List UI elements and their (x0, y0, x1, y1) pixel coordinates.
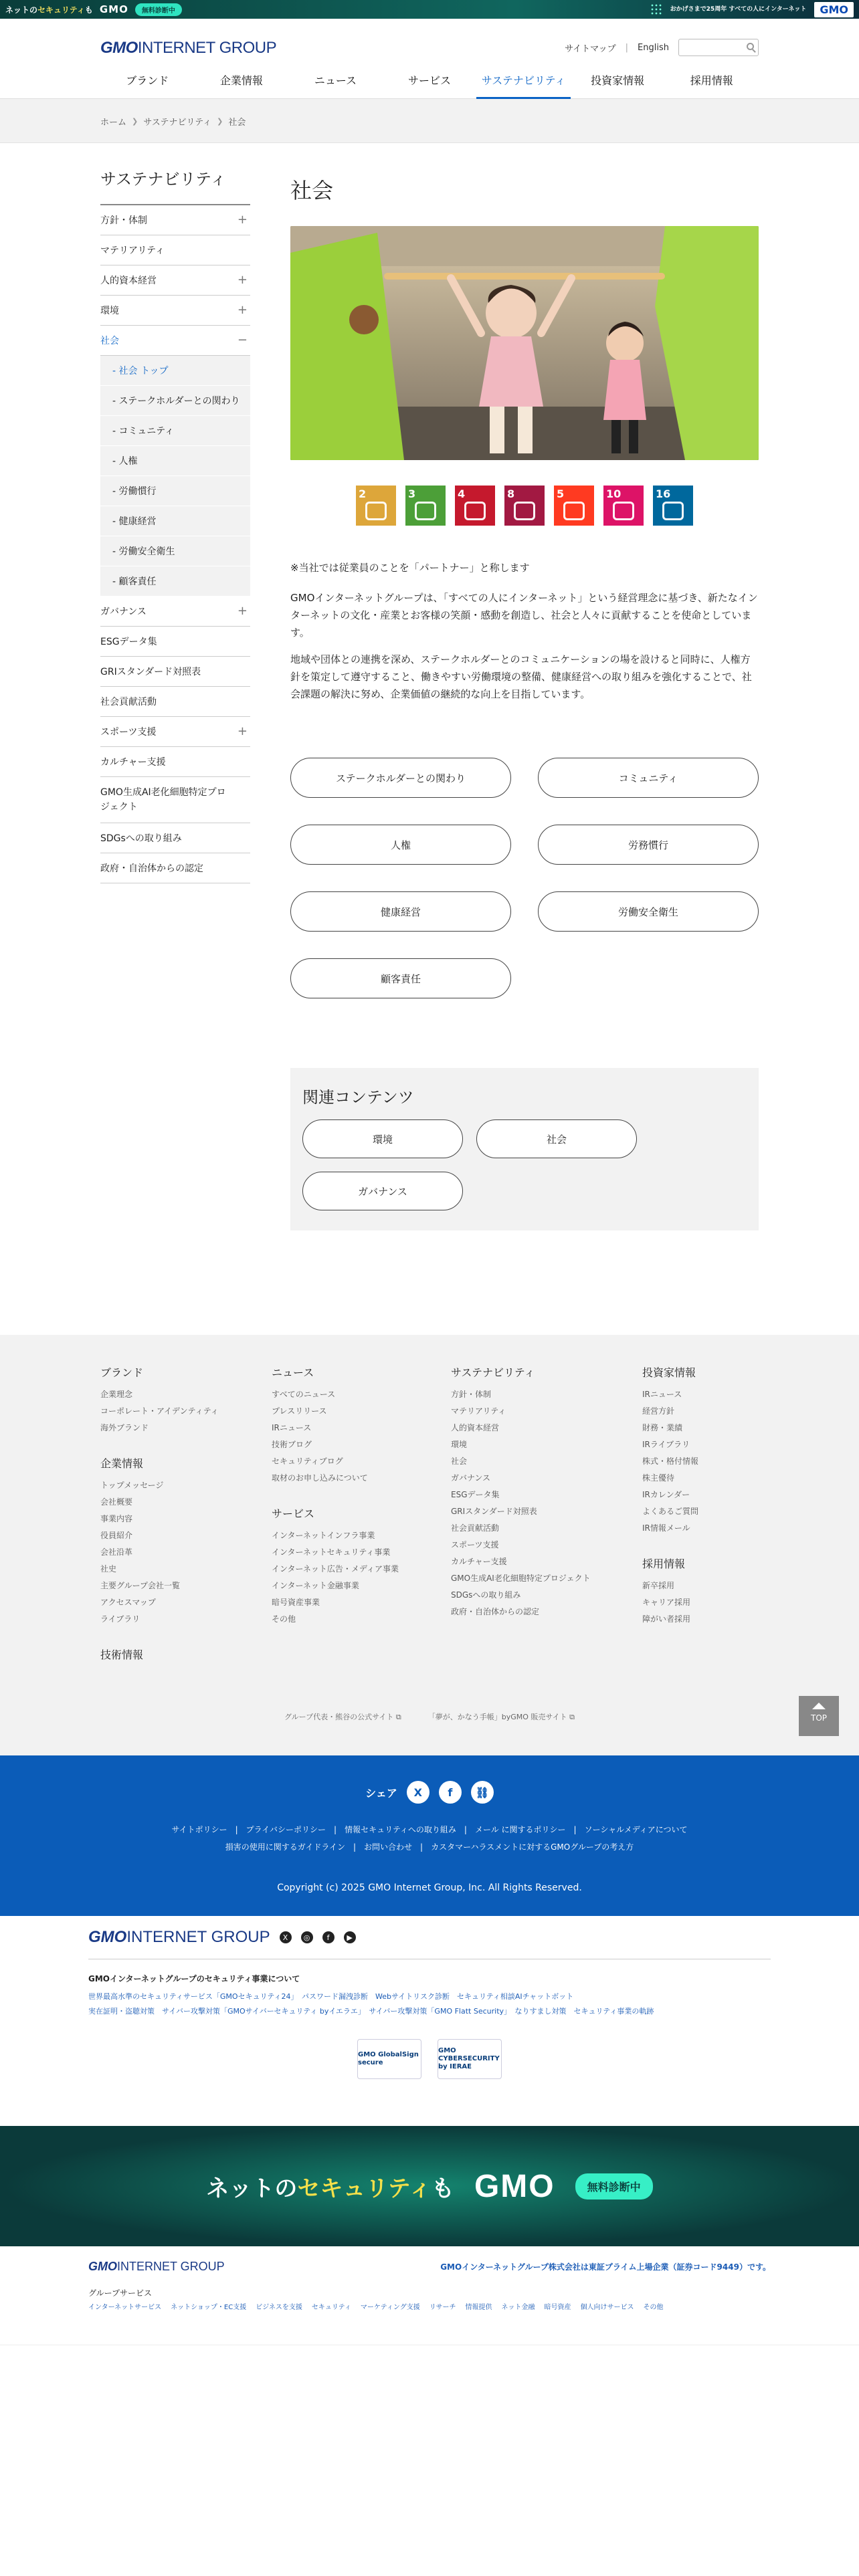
footer-heading[interactable]: 企業情報 (100, 1457, 144, 1470)
footer-link[interactable]: 事業内容 (100, 1514, 133, 1523)
plus-icon[interactable]: + (237, 303, 248, 317)
plus-icon[interactable]: + (237, 273, 248, 287)
topic-buttons (290, 758, 759, 998)
related-title: 関連コンテンツ (302, 1088, 414, 1107)
sidebar-item-human-capital[interactable]: 人的資本経営 + (100, 265, 250, 296)
plus-icon[interactable]: + (237, 724, 248, 738)
sidebar-sub-social-top[interactable]: - 社会 トップ (100, 356, 250, 386)
link-icon[interactable]: ⛓ (471, 1781, 494, 1804)
globalsign-badge[interactable]: GMO GlobalSign secure (357, 2039, 421, 2079)
group-service-link[interactable]: その他 (643, 2304, 664, 2311)
group-service-link[interactable]: インターネットサービス (88, 2304, 162, 2311)
sidebar-sub-stakeholder[interactable]: - ステークホルダーとの関わり (100, 386, 250, 416)
sidebar-item-materiality[interactable]: マテリアリティ (100, 235, 250, 265)
security-section (0, 1916, 859, 2099)
footer-heading[interactable]: 投資家情報 (642, 1366, 696, 1379)
footer-logo[interactable]: GMOINTERNET GROUP (88, 1928, 270, 1946)
global-nav (100, 66, 759, 99)
sidebar-sub-safety[interactable]: - 労働安全衛生 (100, 536, 250, 566)
group-service-link[interactable]: ビジネスを支援 (256, 2304, 302, 2311)
footer-link[interactable]: ESGデータ集 (451, 1490, 500, 1499)
sidebar-item-governance[interactable]: ガバナンス + (100, 597, 250, 627)
group-dots-icon (650, 3, 662, 15)
promo-cta-button[interactable]: 無料診断中 (135, 3, 182, 16)
english-link[interactable]: English (638, 42, 669, 53)
hero-photo (290, 226, 759, 460)
promo-text-highlight: セキュリティ (37, 5, 85, 15)
footer-link[interactable]: トップメッセージ (100, 1481, 164, 1490)
footer-link[interactable]: ガバナンス (451, 1473, 491, 1483)
page-title: 社会 (290, 178, 334, 203)
minus-icon[interactable]: − (237, 333, 248, 347)
sidebar-item-esg[interactable]: ESGデータ集 (100, 627, 250, 657)
footer-link[interactable]: 人的資本経営 (451, 1423, 500, 1432)
security-title: GMOインターネットグループのセキュリティ事業について (88, 1974, 300, 1983)
footer-link[interactable]: 主要グループ会社一覧 (100, 1581, 181, 1590)
youtube-icon[interactable]: ▶ (344, 1931, 356, 1943)
footer-link[interactable]: 社会 (451, 1457, 468, 1466)
security-banner[interactable]: ネットのセキュリティも GMO 無料診断中 (0, 2126, 859, 2246)
techo-site-link[interactable]: 「夢が、かなう手帳」byGMO 販売サイト ⧉ (427, 1713, 575, 1721)
footer-blue (0, 1755, 859, 1916)
footer-link[interactable]: IRカレンダー (642, 1490, 690, 1499)
footer-link[interactable]: インターネットインフラ事業 (272, 1531, 375, 1540)
related-social-button[interactable]: 社会 (476, 1119, 637, 1158)
footer-heading[interactable]: 技術情報 (100, 1648, 144, 1661)
footer-link[interactable]: 社史 (100, 1564, 117, 1574)
group-service-link[interactable]: マーケティング支援 (360, 2304, 420, 2311)
security-links[interactable]: 世界最高水準のセキュリティサービス「GMOセキュリティ24」 パスワード漏洩診断 Webサイトリスク診断 セキュリティ相談AIチャットボット (88, 1992, 574, 2001)
search-icon[interactable] (747, 43, 754, 50)
security-links-2[interactable]: 実在証明・盗聴対策 サイバー攻撃対策「GMOサイバーセキュリティ byイエラエ」 サイバー攻撃対策「GMO Flatt Security」 なりすまし対策 セキュリティ事業の軌跡 (88, 2007, 654, 2016)
instagram-icon[interactable]: ◎ (301, 1931, 313, 1943)
footer-link[interactable]: 株主優待 (642, 1473, 675, 1483)
human-rights-button[interactable]: 人権 (290, 825, 511, 865)
footer-link[interactable]: コーポレート・アイデンティティ (100, 1406, 219, 1416)
sidebar-item-social[interactable]: 社会 − (100, 326, 250, 356)
sidebar-item-environment[interactable]: 環境 + (100, 296, 250, 326)
footer-link[interactable]: IRニュース (272, 1423, 312, 1432)
footer-heading[interactable]: サステナビリティ (451, 1366, 535, 1379)
anniversary-text: おかげさまで25周年 すべての人にインターネット (670, 5, 807, 13)
footer-link[interactable]: 役員紹介 (100, 1531, 133, 1540)
sidebar-sub-customer[interactable]: - 顧客責任 (100, 566, 250, 597)
site-header: GMOINTERNET GROUP サイトマップ | English ブランド 企業情報 ニュース サービス サステナビリティ 投資家情報 採用情報 (0, 19, 859, 99)
listed-notice[interactable]: GMOインターネットグループ株式会社は東証プライム上場企業（証券コード9449）です。 (440, 2262, 771, 2272)
footer-link[interactable]: 経営方針 (642, 1406, 675, 1416)
sidebar-sub-human-rights[interactable]: - 人権 (100, 446, 250, 476)
footer-link[interactable]: 財務・業績 (642, 1423, 683, 1432)
footer-link[interactable]: 会社沿革 (100, 1547, 133, 1557)
sidebar-item-gri[interactable]: GRIスタンダード対照表 (100, 657, 250, 687)
footer-link[interactable]: 環境 (451, 1440, 468, 1449)
sitemap-link[interactable]: サイトマップ (565, 43, 616, 54)
footer-link[interactable]: IRライブラリ (642, 1440, 690, 1449)
sidebar-item-contribution[interactable]: 社会貢献活動 (100, 687, 250, 717)
sidebar (100, 166, 250, 1230)
facebook-icon[interactable]: f (322, 1931, 335, 1943)
footer-col-sustainability (451, 1364, 642, 1669)
footer-link[interactable]: 株式・格付情報 (642, 1457, 699, 1466)
nav-ir[interactable]: 投資家情報 (591, 74, 645, 87)
site-logo[interactable]: GMOINTERNET GROUP (100, 39, 277, 57)
footer-link[interactable]: スポーツ支援 (451, 1540, 499, 1549)
footer-link[interactable]: 取材のお申し込みについて (272, 1473, 368, 1483)
nav-recruit[interactable]: 採用情報 (690, 74, 733, 87)
related-contents (290, 1068, 759, 1230)
footer-link[interactable]: 社会貢献活動 (451, 1523, 500, 1533)
related-governance-button[interactable]: ガバナンス (302, 1172, 463, 1210)
sidebar-item-sdgs[interactable]: SDGsへの取り組み (100, 823, 250, 853)
sidebar-sub-health[interactable]: - 健康経営 (100, 506, 250, 536)
nav-brand[interactable]: ブランド (126, 74, 169, 87)
health-button[interactable]: 健康経営 (290, 891, 511, 932)
banner-cta-button[interactable]: 無料診断中 (575, 2173, 653, 2199)
site-footer (0, 1335, 859, 1755)
arrow-up-icon (812, 1703, 826, 1709)
sidebar-title: サステナビリティ (100, 166, 250, 205)
footer-link[interactable]: 海外ブランド (100, 1423, 149, 1432)
main-content (290, 166, 759, 1230)
promo-bar[interactable] (0, 0, 859, 19)
group-service-link[interactable]: ネットショップ・EC支援 (171, 2304, 247, 2311)
footer-link[interactable]: その他 (272, 1614, 296, 1624)
breadcrumb-home[interactable]: ホーム (100, 117, 127, 128)
sdg-2-icon: 2 (356, 486, 396, 526)
banner-brand: GMO (474, 2168, 555, 2204)
footer-link[interactable]: 暗号資産事業 (272, 1598, 320, 1607)
sidebar-item-sports[interactable]: スポーツ支援 + (100, 717, 250, 747)
sdg-8-icon: 8 (504, 486, 545, 526)
nav-news[interactable]: ニュース (314, 74, 357, 87)
sidebar-sub-community[interactable]: - コミュニティ (100, 416, 250, 446)
footer-link[interactable]: ライブラリ (100, 1614, 140, 1624)
footer-col-ir (642, 1364, 756, 1669)
sidebar-item-culture[interactable]: カルチャー支援 (100, 747, 250, 777)
sdg-3-icon: 3 (405, 486, 446, 526)
sidebar-item-certification[interactable]: 政府・自治体からの認定 (100, 853, 250, 883)
footer-link[interactable]: プレスリリース (272, 1406, 327, 1416)
sidebar-item-ai-project[interactable]: GMO生成AI老化細胞特定プロジェクト (100, 777, 250, 823)
footer-col-brand (100, 1364, 272, 1669)
footer-link[interactable]: 新卒採用 (642, 1581, 675, 1590)
footer-heading[interactable]: 採用情報 (642, 1558, 686, 1570)
stakeholder-button[interactable]: ステークホルダーとの関わり (290, 758, 511, 798)
ierae-badge[interactable]: GMO CYBERSECURITY by IERAE (438, 2039, 502, 2079)
footer-col-news (272, 1364, 451, 1669)
footer-heading[interactable]: サービス (272, 1507, 315, 1520)
group-service-link[interactable]: ネット金融 (501, 2304, 535, 2311)
x-icon[interactable]: X (280, 1931, 292, 1943)
footer-link[interactable]: IR情報メール (642, 1523, 690, 1533)
nav-sustainability[interactable]: サステナビリティ (476, 66, 571, 99)
breadcrumb-current: 社会 (228, 117, 246, 128)
chevron-right-icon: ❯ (132, 116, 138, 126)
breadcrumb (0, 99, 859, 143)
share-label: シェア (365, 1786, 397, 1800)
promo-text-pre: ネットの (5, 5, 38, 15)
footer-link[interactable]: セキュリティブログ (272, 1457, 343, 1466)
founder-site-link[interactable]: グループ代表・熊谷の公式サイト ⧉ (284, 1713, 401, 1721)
breadcrumb-sustainability[interactable]: サステナビリティ (143, 117, 212, 128)
promo-text-post: も (84, 5, 93, 15)
footer-link[interactable]: 政府・自治体からの認定 (451, 1607, 540, 1616)
footer-link[interactable]: 方針・体制 (451, 1390, 492, 1399)
footer-link[interactable]: 障がい者採用 (642, 1614, 691, 1624)
sdg-4-icon: 4 (455, 486, 495, 526)
sdg-10-icon: 10 (603, 486, 644, 526)
footer-link[interactable]: GRIスタンダード対照表 (451, 1507, 537, 1516)
footer-link[interactable]: SDGsへの取り組み (451, 1590, 521, 1600)
footer-link[interactable]: インターネット金融事業 (272, 1581, 359, 1590)
footer-link[interactable]: IRニュース (642, 1390, 682, 1399)
footer-policy-links-2[interactable]: 損害の使用に関するガイドライン | お問い合わせ | カスタマーハラスメントに対するGMOグループの考え方 (225, 1842, 634, 1852)
community-button[interactable]: コミュニティ (538, 758, 759, 798)
footer-link[interactable]: 企業理念 (100, 1390, 133, 1399)
nav-company[interactable]: 企業情報 (219, 74, 263, 87)
sdg-icons (290, 486, 759, 526)
footer-heading[interactable]: ブランド (100, 1366, 144, 1379)
plus-icon[interactable]: + (237, 604, 248, 618)
group-service-link[interactable]: セキュリティ (311, 2304, 351, 2311)
x-icon[interactable]: X (407, 1781, 430, 1804)
related-environment-button[interactable]: 環境 (302, 1119, 463, 1158)
group-service-link[interactable]: 暗号資産 (544, 2304, 571, 2311)
copyright: Copyright (c) 2025 GMO Internet Group, Inc. All Rights Reserved. (277, 1883, 582, 1893)
promo-brand: GMO (99, 3, 128, 15)
facebook-icon[interactable]: f (439, 1781, 462, 1804)
nav-service[interactable]: サービス (408, 74, 452, 87)
search-input[interactable] (678, 39, 759, 56)
footer-policy-links[interactable]: サイトポリシー | プライバシーポリシー | 情報セキュリティへの取り組み | メール に関するポリシー | ソーシャルメディアについて (171, 1825, 688, 1834)
group-bottom (0, 2246, 859, 2345)
group-services-title: グループサービス (88, 2288, 153, 2298)
footer-link[interactable]: よくあるご質問 (642, 1507, 699, 1516)
footer-link[interactable]: キャリア採用 (642, 1598, 691, 1607)
sidebar-sub-labor[interactable]: - 労働慣行 (100, 476, 250, 506)
footer-link[interactable]: マテリアリティ (451, 1406, 506, 1416)
footer-link[interactable]: カルチャー支援 (451, 1557, 507, 1566)
labor-button[interactable]: 労務慣行 (538, 825, 759, 865)
sdg-16-icon: 16 (653, 486, 693, 526)
group-logo[interactable]: GMO (814, 2, 854, 17)
group-service-link[interactable]: 情報提供 (465, 2304, 492, 2311)
group-service-link[interactable]: 個人向けサービス (580, 2304, 634, 2311)
bottom-logo[interactable]: GMOINTERNET GROUP (88, 2260, 225, 2273)
footer-link[interactable]: インターネットセキュリティ事業 (272, 1547, 391, 1557)
customer-button[interactable]: 顧客責任 (290, 958, 511, 998)
footer-heading[interactable]: ニュース (272, 1366, 314, 1379)
chevron-right-icon: ❯ (217, 116, 223, 126)
group-service-link[interactable]: リサーチ (429, 2304, 456, 2311)
partner-note: ※当社では従業員のことを「パートナー」と称します (290, 562, 530, 574)
footer-link[interactable]: アクセスマップ (100, 1598, 156, 1607)
safety-button[interactable]: 労働安全衛生 (538, 891, 759, 932)
intro-paragraph-1: GMOインターネットグループは、「すべての人にインターネット」という経営理念に基づき、新たなインターネットの文化・産業とお客様の笑顔・感動を創造し、社会と人々に貢献することを使命としています。 (290, 592, 758, 639)
plus-icon[interactable]: + (237, 213, 248, 227)
intro-paragraph-2: 地域や団体との連携を深め、ステークホルダーとのコミュニケーションの場を設けると同時に、人権方針を策定して遵守すること、働きやすい労働環境の整備、健康経営への取り組みを強化することで、社会課題の解決に努め、企業価値の継続的な向上を目指しています。 (290, 653, 752, 700)
group-services-links (88, 2301, 771, 2311)
back-to-top-button[interactable]: TOP (799, 1696, 839, 1736)
footer-link[interactable]: インターネット広告・メディア事業 (272, 1564, 399, 1574)
sdg-5-icon: 5 (554, 486, 594, 526)
footer-link[interactable]: 技術ブログ (272, 1440, 312, 1449)
sidebar-item-policy[interactable]: 方針・体制 + (100, 205, 250, 235)
footer-link[interactable]: 会社概要 (100, 1497, 133, 1507)
footer-link[interactable]: すべてのニュース (272, 1390, 336, 1399)
footer-link[interactable]: GMO生成AI老化細胞特定プロジェクト (451, 1574, 591, 1583)
